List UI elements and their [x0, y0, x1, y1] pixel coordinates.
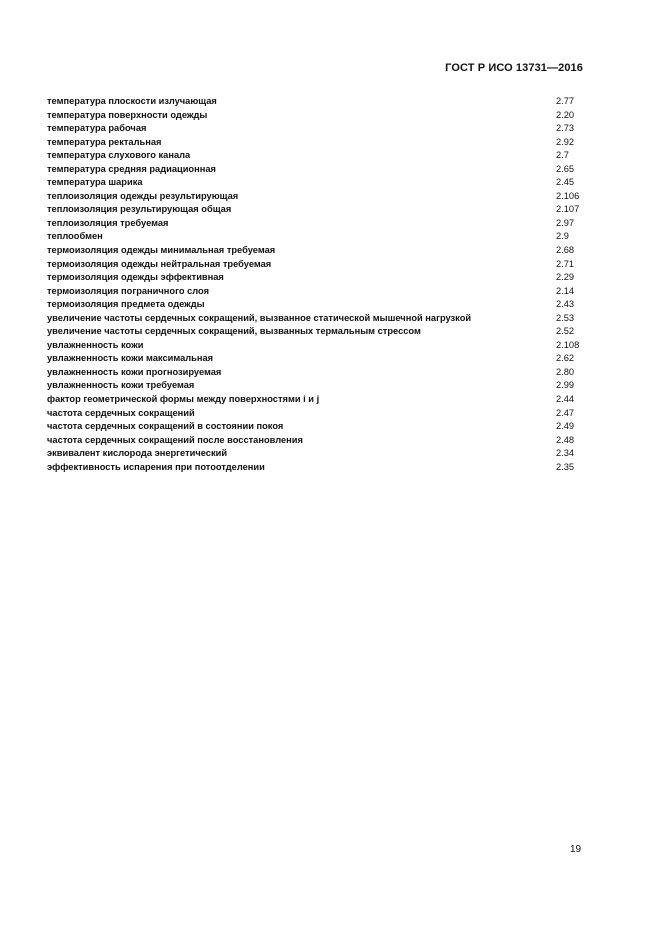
index-reference-number: 2.99	[556, 380, 575, 391]
index-entry	[47, 407, 587, 421]
index-reference-number: 2.7	[556, 150, 569, 161]
index-entry	[47, 461, 587, 475]
index-reference-number: 2.35	[556, 461, 575, 472]
index-term: температура ректальная	[47, 136, 162, 147]
index-reference-number: 2.68	[556, 245, 575, 256]
index-reference-number: 2.52	[556, 326, 575, 337]
index-entry	[47, 109, 587, 123]
index-entry	[47, 176, 587, 190]
index-entry	[47, 163, 587, 177]
index-term: эффективность испарения при потоотделении	[47, 461, 265, 472]
index-reference-number: 2.45	[556, 177, 575, 188]
index-term: температура рабочая	[47, 123, 147, 134]
index-term: термоизоляция пограничного слоя	[47, 285, 210, 296]
index-term: частота сердечных сокращений в состоянии покоя	[47, 421, 284, 432]
index-reference-number: 2.49	[556, 421, 575, 432]
index-reference-number: 2.34	[556, 448, 575, 459]
index-term: частота сердечных сокращений	[47, 407, 195, 418]
index-term: теплоизоляция требуемая	[47, 217, 169, 228]
index-entry	[47, 271, 587, 285]
index-entry	[47, 420, 587, 434]
index-reference-number: 2.20	[556, 109, 575, 120]
page-number: 19	[570, 844, 582, 855]
index-term: термоизоляция предмета одежды	[47, 299, 205, 310]
index-term: увлажненность кожи	[47, 339, 144, 350]
index-entry	[47, 285, 587, 299]
index-entry	[47, 393, 587, 407]
index-reference-number: 2.97	[556, 217, 575, 228]
index-entry	[47, 312, 587, 326]
index-reference-number: 2.47	[556, 407, 575, 418]
index-reference-number: 2.108	[556, 339, 580, 350]
index-entry	[47, 149, 587, 163]
index-term: термоизоляция одежды минимальная требуемая	[47, 245, 276, 256]
index-term: температура средняя радиационная	[47, 163, 216, 174]
index-term: теплообмен	[47, 231, 103, 242]
index-term: частота сердечных сокращений после восстановления	[47, 434, 303, 445]
index-reference-number: 2.44	[556, 394, 575, 405]
index-term: температура поверхности одежды	[47, 109, 208, 120]
index-entry	[47, 352, 587, 366]
index-entry	[47, 190, 587, 204]
index-reference-number: 2.106	[556, 190, 580, 201]
index-entry	[47, 203, 587, 217]
index-term: увеличение частоты сердечных сокращений, вызванных термальным стрессом	[47, 326, 421, 337]
index-entry	[47, 244, 587, 258]
index-entry	[47, 95, 587, 109]
index-term: термоизоляция одежды нейтральная требуемая	[47, 258, 272, 269]
index-entry	[47, 447, 587, 461]
index-entry	[47, 230, 587, 244]
index-reference-number: 2.92	[556, 136, 575, 147]
index-entry	[47, 325, 587, 339]
index-reference-number: 2.65	[556, 163, 575, 174]
index-reference-number: 2.29	[556, 272, 575, 283]
index-reference-number: 2.73	[556, 123, 575, 134]
index-reference-number: 2.53	[556, 312, 575, 323]
index-reference-number: 2.9	[556, 231, 569, 242]
index-reference-number: 2.14	[556, 285, 575, 296]
index-entry	[47, 434, 587, 448]
index-term: увеличение частоты сердечных сокращений, вызванное статической мышечной нагрузкой	[47, 312, 472, 323]
index-entry	[47, 122, 587, 136]
index-term: теплоизоляция результирующая общая	[47, 204, 232, 215]
index-reference-number: 2.77	[556, 96, 575, 106]
index-term: увлажненность кожи прогнозируемая	[47, 366, 222, 377]
index-reference-number: 2.71	[556, 258, 575, 269]
index-term: температура слухового канала	[47, 150, 191, 161]
index-entry	[47, 258, 587, 272]
index-entry	[47, 379, 587, 393]
index-reference-number: 2.48	[556, 434, 575, 445]
index-term: увлажненность кожи максимальная	[47, 353, 214, 364]
index-reference-number: 2.62	[556, 353, 575, 364]
index-term: увлажненность кожи требуемая	[47, 380, 195, 391]
index-reference-number: 2.80	[556, 366, 575, 377]
index-reference-number: 2.43	[556, 299, 575, 310]
index-entry	[47, 298, 587, 312]
index-entry	[47, 339, 587, 353]
index-entry	[47, 217, 587, 231]
index-entry	[47, 366, 587, 380]
index-term: эквивалент кислорода энергетический	[47, 448, 228, 459]
index-reference-number: 2.107	[556, 204, 580, 215]
index-term: температура шарика	[47, 177, 143, 188]
alphabetical-index	[47, 95, 587, 474]
index-entry	[47, 136, 587, 150]
index-term: теплоизоляция одежды результирующая	[47, 190, 239, 201]
index-term: термоизоляция одежды эффективная	[47, 272, 224, 283]
index-term: температура плоскости излучающая	[47, 96, 217, 106]
index-term: фактор геометрической формы между поверхностями i и j	[47, 394, 320, 405]
page-header-standard-code: ГОСТ Р ИСО 13731—2016	[445, 62, 583, 74]
